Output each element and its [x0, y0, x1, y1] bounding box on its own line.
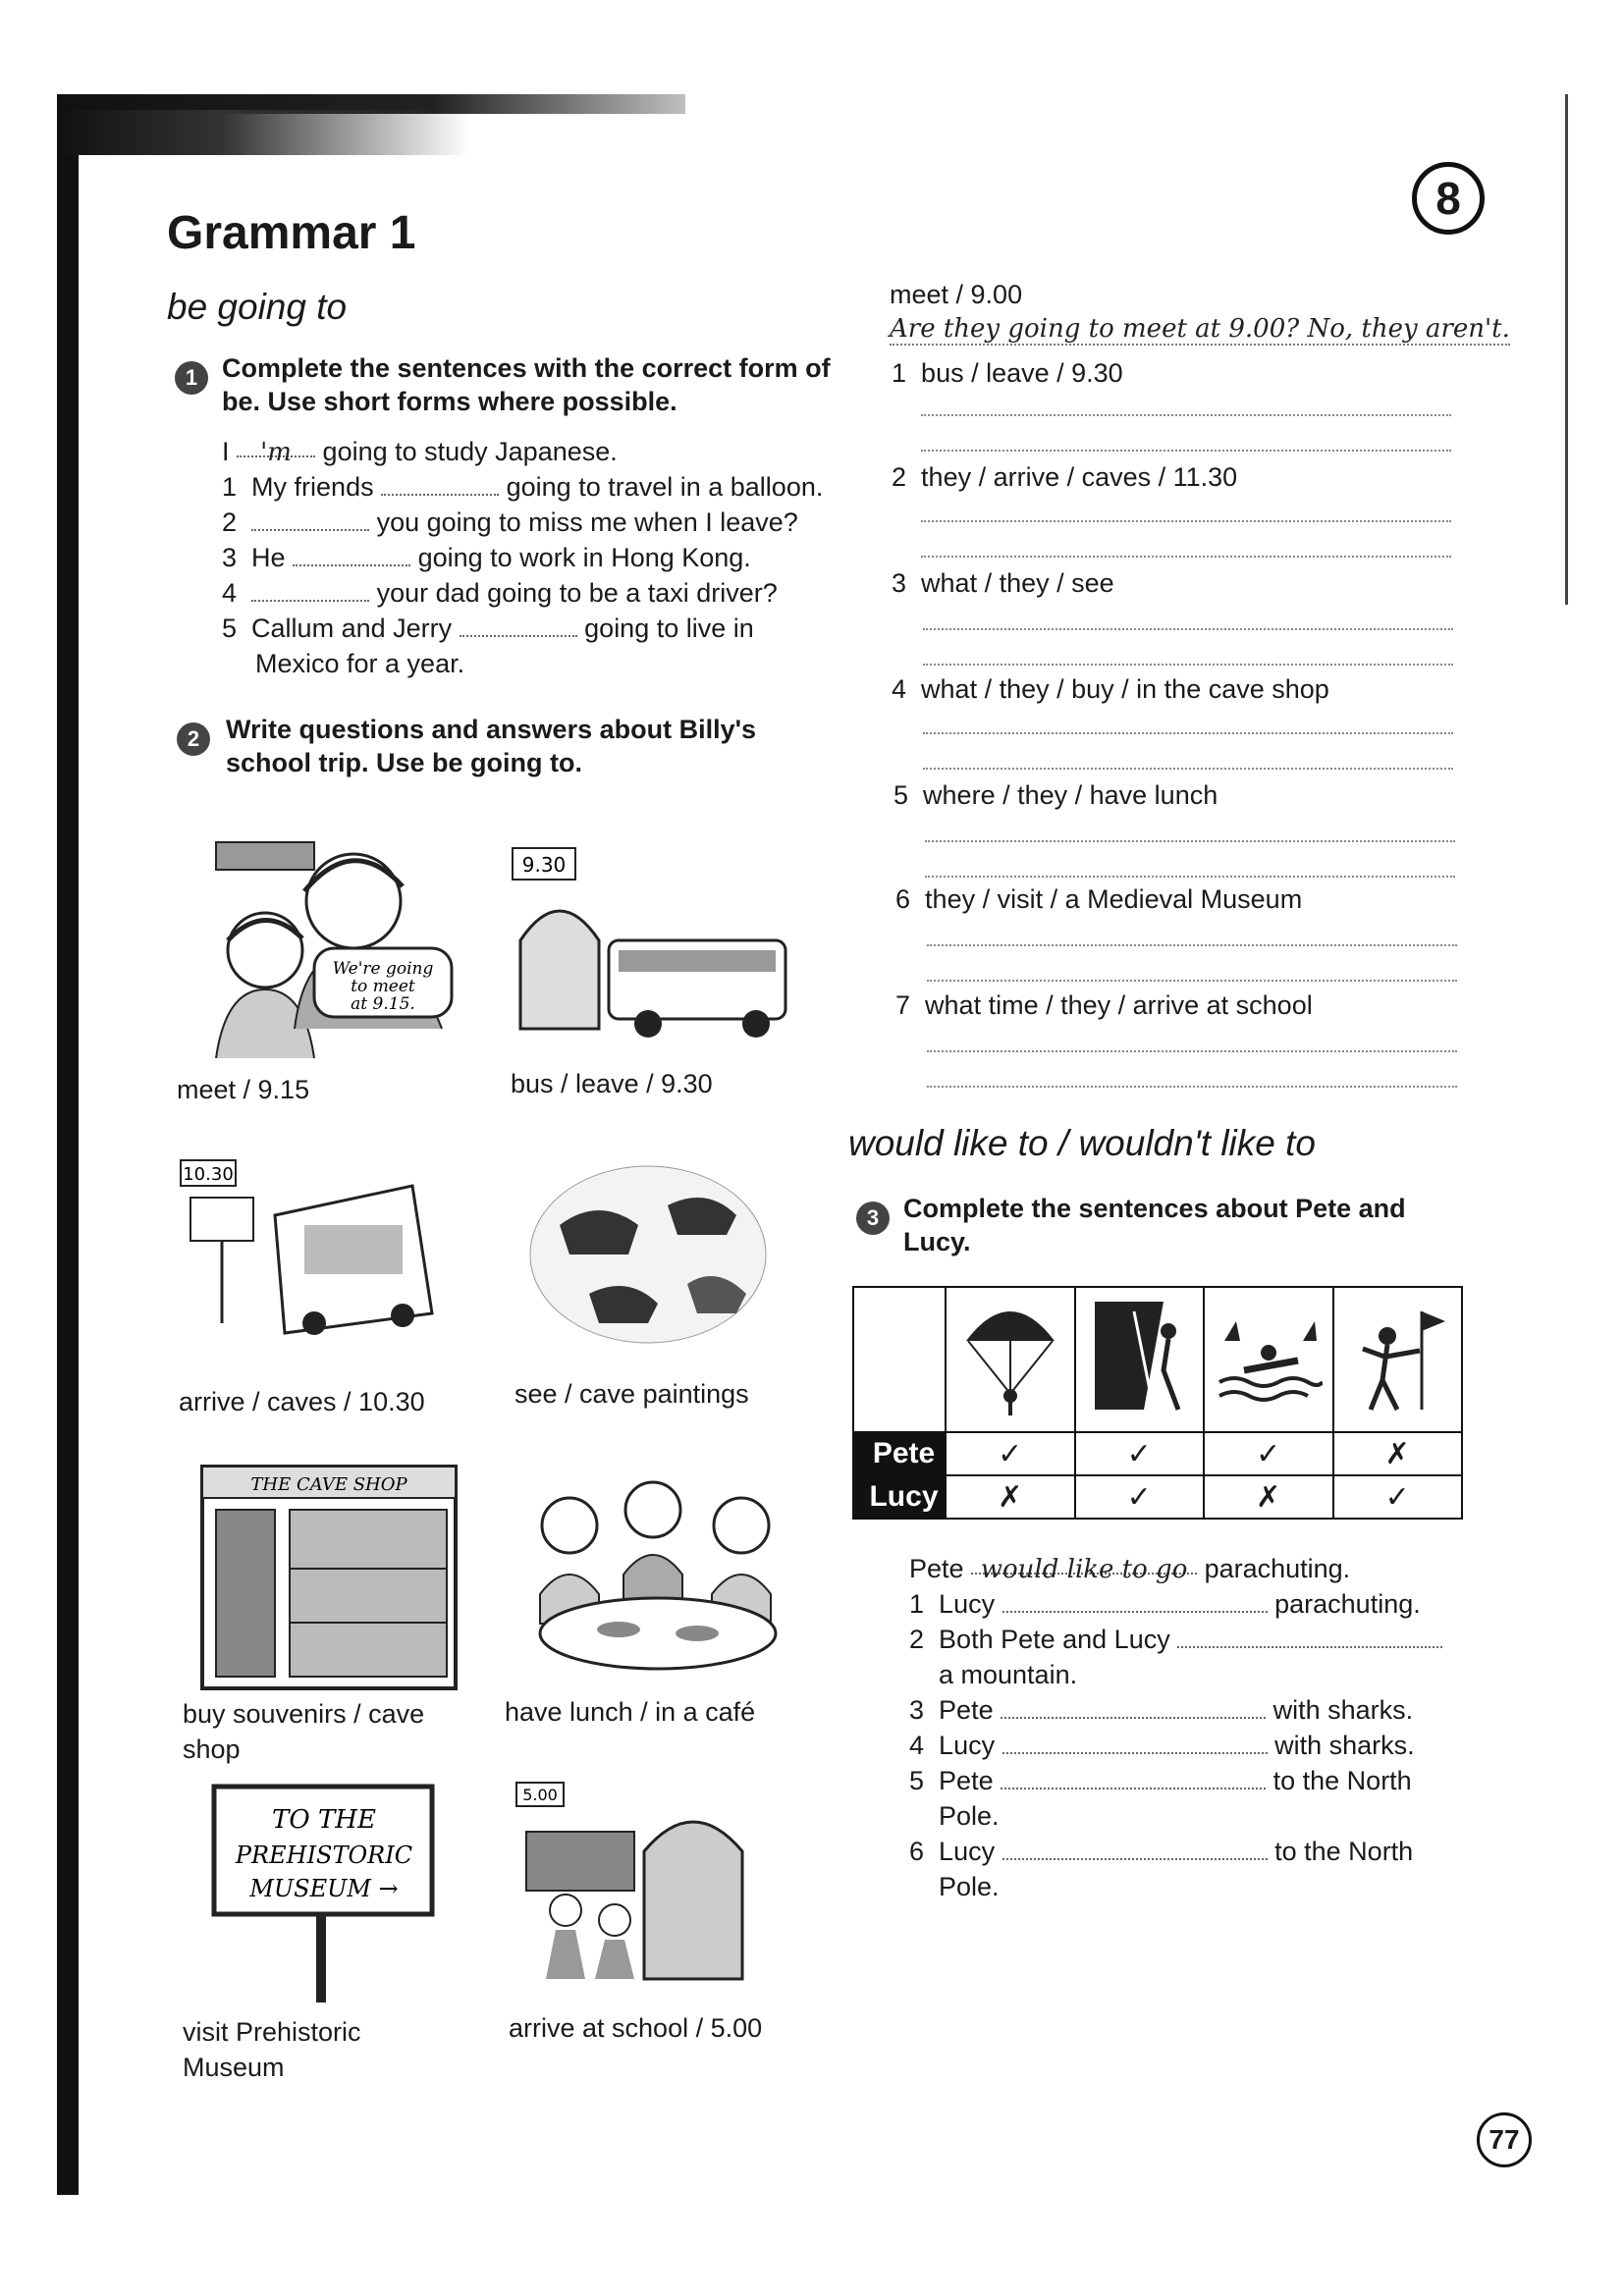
swimming-with-sharks-icon [1204, 1287, 1333, 1432]
answer-line[interactable] [927, 1086, 1457, 1088]
cave-paintings-illustration [520, 1156, 776, 1353]
svg-text:to meet: to meet [351, 977, 415, 996]
answer-blank[interactable] [460, 614, 577, 637]
answer-blank[interactable] [251, 507, 369, 531]
ex3-item-1: 1 Lucy parachuting. [909, 1589, 1421, 1619]
answer-line[interactable] [925, 840, 1455, 842]
answer-blank[interactable] [1002, 1837, 1268, 1860]
answer-line[interactable] [927, 980, 1457, 982]
ex2-item-3: 3 what / they / see [892, 568, 1114, 598]
section-subtitle-would-like-to: would like to / wouldn't like to [848, 1123, 1316, 1163]
exercise-3-number: 3 [856, 1201, 890, 1235]
answer-line[interactable] [921, 520, 1451, 522]
exercise-2-instruction: Write questions and answers about Billy's school trip. Use be going to. [226, 715, 757, 777]
answer-blank[interactable] [293, 543, 410, 566]
people-meeting-illustration [206, 832, 471, 1058]
ex1-item-4: 4 your dad going to be a taxi driver? [222, 578, 778, 608]
arrive-school-illustration [507, 1773, 752, 1989]
answer-blank[interactable] [381, 472, 499, 496]
ex2-example-answer: Are they going to meet at 9.00? No, they aren't. [890, 314, 1510, 344]
answer-line[interactable] [923, 664, 1453, 666]
answer-line[interactable] [921, 450, 1451, 452]
exercise-3-instruction: Complete the sentences about Pete and Lucy. [903, 1194, 1406, 1256]
page-edge-top-shadow [57, 110, 469, 155]
ex3-item-5: 5 Pete to the North [909, 1766, 1412, 1795]
unit-number-badge: 8 [1412, 162, 1485, 235]
picture-caption: see / cave paintings [514, 1379, 749, 1409]
climbing-icon [1075, 1287, 1205, 1432]
ex3-item-2: 2 Both Pete and Lucy [909, 1622, 1442, 1657]
picture-caption: meet / 9.15 [177, 1075, 310, 1104]
ex1-item-2: 2 you going to miss me when I leave? [222, 507, 798, 537]
svg-text:5.00: 5.00 [522, 1786, 558, 1804]
mark-cell: ✗ [1333, 1432, 1463, 1475]
ex3-item-5-cont: Pole. [939, 1801, 1000, 1831]
answer-blank[interactable] [1001, 1695, 1266, 1719]
svg-text:9.30: 9.30 [521, 853, 567, 877]
cafe-lunch-illustration [511, 1476, 795, 1682]
ex1-item-5: 5 Callum and Jerry going to live in [222, 614, 754, 643]
exercise-2-number: 2 [177, 722, 210, 756]
ex3-item-2-cont: a mountain. [939, 1660, 1078, 1689]
mark-cell: ✗ [946, 1475, 1075, 1519]
picture-caption: buy souvenirs / cave shop [183, 1699, 425, 1764]
row-name-pete: Pete [853, 1432, 946, 1475]
svg-text:TO THE: TO THE [272, 1805, 376, 1835]
answer-blank[interactable] [1002, 1731, 1268, 1754]
mark-cell: ✓ [1333, 1475, 1463, 1519]
answer-line[interactable] [927, 944, 1457, 946]
picture-caption: arrive at school / 5.00 [509, 2013, 763, 2043]
ex1-item-1: 1 My friends going to travel in a balloon. [222, 472, 824, 502]
mark-cell: ✓ [1075, 1432, 1205, 1475]
svg-text:We're going: We're going [332, 959, 434, 979]
answer-line[interactable] [921, 556, 1451, 558]
page-edge-left [57, 94, 79, 2195]
answer-blank[interactable] [1001, 1766, 1266, 1789]
exercise-1-number: 1 [175, 361, 208, 395]
picture-caption: arrive / caves / 10.30 [179, 1387, 425, 1416]
museum-sign-illustration [206, 1781, 442, 2006]
picture-caption: have lunch / in a café [505, 1697, 756, 1727]
answer-line[interactable] [923, 628, 1453, 630]
ex3-item-4: 4 Lucy with sharks. [909, 1731, 1415, 1760]
ex1-item-3: 3 He going to work in Hong Kong. [222, 543, 751, 572]
svg-text:THE CAVE SHOP: THE CAVE SHOP [250, 1474, 407, 1495]
ex3-item-6-cont: Pole. [939, 1872, 1000, 1901]
answer-blank[interactable] [1177, 1625, 1442, 1648]
ex2-item-2: 2 they / arrive / caves / 11.30 [892, 462, 1238, 492]
bus-at-caves-illustration [177, 1156, 452, 1353]
ex2-item-7: 7 what time / they / arrive at school [895, 990, 1313, 1020]
mark-cell: ✓ [946, 1432, 1075, 1475]
ex2-example-prompt: meet / 9.00 [890, 280, 1023, 309]
section-subtitle-be-going-to: be going to [167, 287, 348, 327]
answer-blank[interactable] [1002, 1589, 1268, 1613]
table-corner [853, 1287, 946, 1432]
north-pole-icon [1333, 1287, 1463, 1432]
answer-line[interactable] [923, 768, 1453, 770]
activity-preferences-table [852, 1286, 1463, 1520]
mark-cell: ✓ [1075, 1475, 1205, 1519]
mark-cell: ✓ [1204, 1432, 1333, 1475]
exercise-1-instruction: Complete the sentences with the correct form of be. Use short forms where possible. [222, 353, 831, 416]
picture-caption: visit Prehistoric Museum [183, 2017, 361, 2082]
answer-line[interactable] [925, 876, 1455, 878]
svg-text:at 9.15.: at 9.15. [351, 994, 415, 1014]
answer-line[interactable] [921, 414, 1451, 416]
picture-caption: bus / leave / 9.30 [511, 1069, 713, 1098]
svg-text:10.30: 10.30 [183, 1164, 234, 1185]
ex1-example: I 'm going to study Japanese. [222, 434, 618, 469]
ex1-item-5-cont: Mexico for a year. [255, 649, 465, 678]
ex3-item-6: 6 Lucy to the North [909, 1837, 1414, 1866]
parachuting-icon [946, 1287, 1075, 1432]
mark-cell: ✗ [1204, 1475, 1333, 1519]
ex2-item-4: 4 what / they / buy / in the cave shop [892, 674, 1329, 704]
ex2-item-6: 6 they / visit / a Medieval Museum [895, 884, 1303, 914]
page-number: 77 [1477, 2112, 1532, 2167]
ex2-item-1: 1 bus / leave / 9.30 [892, 358, 1123, 388]
svg-text:MUSEUM →: MUSEUM → [249, 1875, 399, 1902]
answer-blank[interactable] [251, 578, 369, 602]
row-name-lucy: Lucy [853, 1475, 946, 1519]
school-bus-illustration [501, 842, 795, 1048]
svg-text:PREHISTORIC: PREHISTORIC [235, 1842, 413, 1869]
ex3-example: Pete would like to go parachuting. [909, 1551, 1350, 1586]
answer-line[interactable] [927, 1050, 1457, 1052]
ex3-item-3: 3 Pete with sharks. [909, 1695, 1414, 1725]
cave-shop-illustration [196, 1461, 461, 1696]
page-title: Grammar 1 [167, 207, 416, 259]
page-edge-right [1565, 94, 1568, 605]
ex2-item-5: 5 where / they / have lunch [893, 780, 1218, 810]
answer-line[interactable] [923, 732, 1453, 734]
